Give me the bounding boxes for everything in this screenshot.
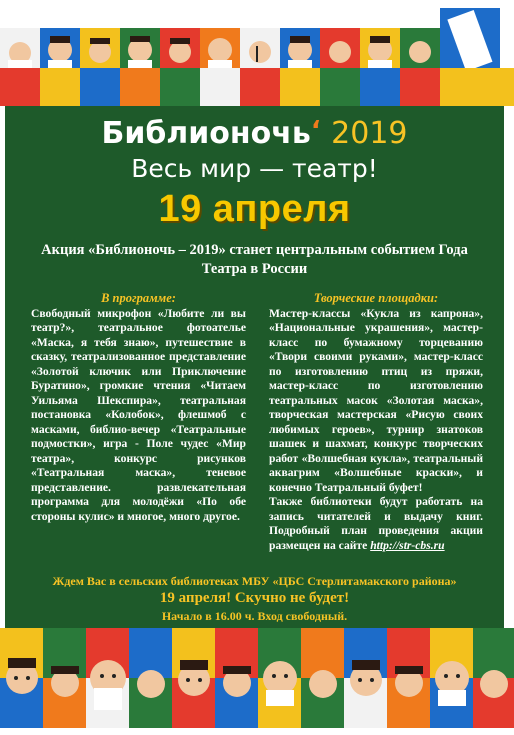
venues-note-text: Также библиотеки будут работать на запись читателей и выдачу книг. Подробный план проведения акции размещен на сайте (269, 495, 483, 552)
event-title (5, 116, 504, 151)
site-link[interactable]: http://str-cbs.ru (370, 538, 445, 552)
event-lead: Акция «Библионочь – 2019» станет центральным событием Года Театра в России (41, 242, 468, 277)
brand-name: Библионочь (101, 116, 311, 151)
footer-start-time: Начало в 16.00 ч. Вход свободный. (161, 609, 348, 623)
brand-mark: ‘ (310, 116, 321, 146)
program-column (31, 291, 246, 524)
venues-heading: Творческие площадки: (313, 291, 439, 305)
poster-panel (5, 106, 504, 628)
event-year: 2019 (331, 116, 408, 151)
theatre-characters-icon (0, 628, 514, 728)
footer-slogan: 19 апреля! Скучно не будет! (159, 590, 350, 606)
program-heading: В программе: (101, 291, 176, 305)
venues-note (269, 495, 483, 553)
event-date: 19 апреля (158, 188, 351, 230)
top-characters-illustration (0, 8, 514, 106)
program-text: Свободный микрофон «Любите ли вы театр?», театральное фотоателье «Маска, я тебя знаю», путешествие в сказку, театрализованное представление «Золотой ключик или Приключение Буратино», громкие чтения «Читаем Уильяма Шекспира», театральная постановка «Колобок», флешмоб с масками, библио-вечер «Театральные подмостки», игра - Поле чудес «Мир театра», конкурс рисунков «Театральная маска», теневое представление. развлекательная программа для молодёжи «По обе стороны кулис» и многое, много другое. (31, 306, 246, 523)
venues-column (269, 291, 483, 553)
bottom-characters-illustration (0, 628, 514, 728)
theatre-characters-icon (0, 8, 514, 106)
event-subtitle: Весь мир — театр! (131, 154, 378, 183)
venues-text: Мастер-классы «Кукла из капрона», «Национальные украшения», мастер-класс по бумажному торцеванию «Твори своими руками», мастер-класс по изготовлению птиц из пряжи, мастер-класс по изготовлению театральных масок «Золотая маска», творческая мастерская «Рисую своих любимых героев», турнир знатоков шашек и шахмат, конкурс творческих работ «Волшебная кукла», театральный аквагрим «Волшебные краски», и конечно Театральный буфет! (269, 306, 483, 494)
footer-invite: Ждем Вас в сельских библиотеках МБУ «ЦБС Стерлитамакского района» (52, 574, 457, 588)
